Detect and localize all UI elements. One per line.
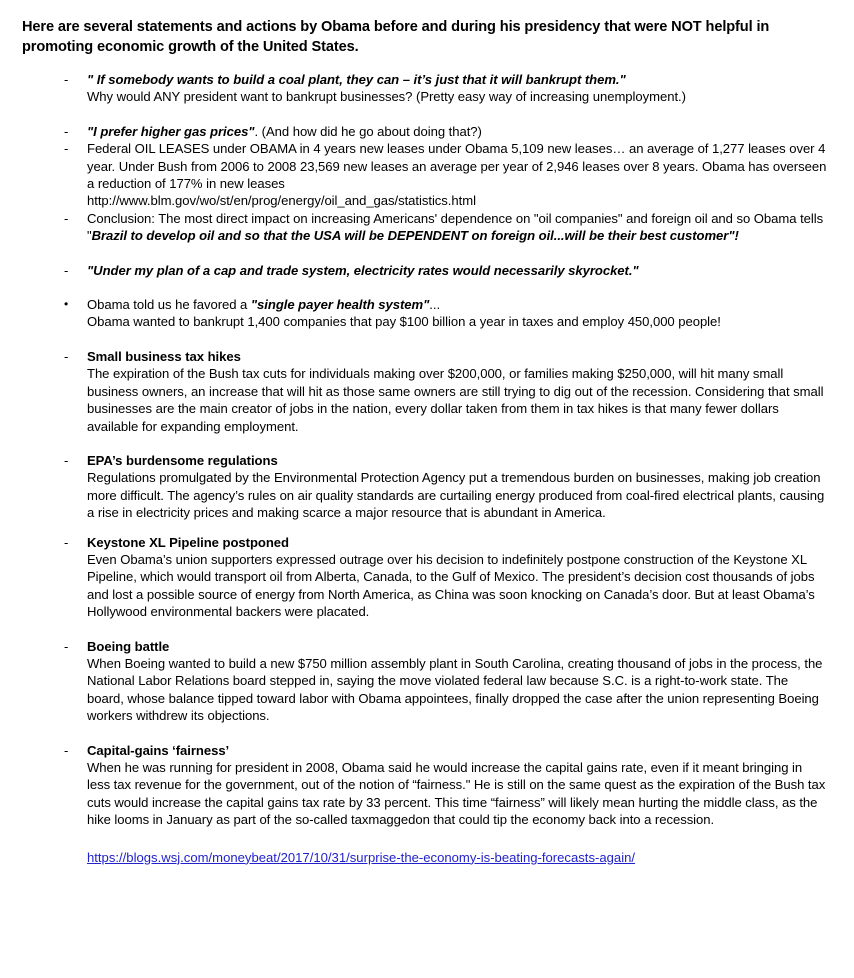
coal-plant-quote: " If somebody wants to build a coal plant, they can – it’s just that it will bankrupt them." xyxy=(87,72,626,87)
list-item-keystone xyxy=(22,534,844,621)
spacer xyxy=(22,106,844,123)
bullet-marker-dot: • xyxy=(64,297,69,312)
conclusion-paragraph xyxy=(87,210,827,245)
spacer xyxy=(22,725,844,742)
list-item-small-business xyxy=(22,348,844,435)
single-payer-line xyxy=(87,296,844,313)
page-title-period: . xyxy=(354,38,359,55)
bullet-marker: - xyxy=(64,72,69,87)
list-item-gas-prices xyxy=(22,123,844,140)
spacer xyxy=(22,522,844,534)
list-item-oil-leases xyxy=(22,140,844,210)
spacer xyxy=(22,279,844,296)
list-item-capital-gains xyxy=(22,742,844,829)
bullet-marker: - xyxy=(64,141,69,157)
gas-prices-quote: "I prefer higher gas prices" xyxy=(87,123,255,139)
conclusion-quote: Brazil to develop oil and so that the USA will be DEPENDENT on foreign oil...will be their best customer xyxy=(91,228,729,244)
source-link-wrapper xyxy=(22,849,844,867)
conclusion-tail: "! xyxy=(728,228,739,244)
cap-and-trade-quote: "Under my plan of a cap and trade system, electricity rates would necessarily skyrocket." xyxy=(87,262,639,278)
source-link[interactable]: https://blogs.wsj.com/moneybeat/2017/10/31/surprise-the-economy-is-beating-forecasts-again/ xyxy=(87,849,636,865)
page-title-text: Here are several statements and actions by Obama before and during his presidency that were NOT helpful in promoting economic growth of the United States xyxy=(22,19,770,55)
conclusion-lead: Conclusion: The most direct impact on increasing Americans' dependence on "oil companies" and foreign oil and so Obama tells " xyxy=(87,210,824,244)
list-item-single-payer xyxy=(22,296,844,331)
bullet-marker: - xyxy=(64,123,69,139)
bullet-marker: - xyxy=(64,262,69,278)
list-item-boeing xyxy=(22,638,844,725)
capital-gains-body: When he was running for president in 2008, Obama said he would increase the capital gains rate, even if it meant bringing in less tax revenue for the government, out of the notion of “fairness." He is still on the same quest as the expiration of the Bush tax cuts would increase the capital gains tax rate by 33 percent. This time “fairness” will likely mean hurting the middle class, as the hike looms in January as part of the so-called taxmaggedon that could tip the economy back into a recession. xyxy=(87,760,826,828)
boeing-body: When Boeing wanted to build a new $750 million assembly plant in South Carolina, creating thousand of jobs in the process, the National Labor Relations board stepped in, saying the move violated federal law because S.C. is a right-to-work state. The board, whose balance tipped toward labor with Obama appointees, finally dropped the case after the union representing Boeing workers withdrew its objections. xyxy=(87,655,823,724)
keystone-body: Even Obama’s union supporters expressed outrage over his decision to indefinitely postpone construction of the Keystone XL Pipeline, which would transport oil from Alberta, Canada, to the Gulf of Mexico. The president’s decision cost thousands of jobs and lost a possible source of energy from North America, as China was soon knocking on Canada’s door. But at least Obama’s Hollywood environmental backers were placated. xyxy=(87,551,815,620)
spacer xyxy=(22,621,844,638)
bullet-marker: - xyxy=(64,348,69,364)
oil-leases-text: Federal OIL LEASES under OBAMA in 4 years new leases under Obama 5,109 new leases… an average of 1,277 leases over 4 year. Under Bush from 2006 to 2008 23,569 new leases an average per year of 2,946 leases over 8 years. Obama has overseen a reduction of 177% in new leases xyxy=(87,141,827,192)
bullet-marker: - xyxy=(64,534,69,550)
page-title xyxy=(22,18,837,57)
epa-heading: EPA’s burdensome regulations xyxy=(87,452,278,468)
small-business-body: The expiration of the Bush tax cuts for individuals making over $200,000, or families making $250,000, will hit many small business owners, an increase that will hit as those same owners are still trying to dig out of the recession. Considering that small businesses are the main creator of jobs in the nation, every dollar taken from them in tax hikes is that many fewer dollars available for expanding employment. xyxy=(87,366,824,434)
list-item-coal-plant xyxy=(22,71,844,106)
list-item-conclusion xyxy=(22,210,844,245)
statements-list xyxy=(22,71,844,829)
bullet-marker: - xyxy=(64,452,69,468)
bullet-marker: - xyxy=(64,638,69,654)
single-payer-followup: Obama wanted to bankrupt 1,400 companies that pay $100 billion a year in taxes and employ 450,000 people! xyxy=(87,314,721,330)
spacer xyxy=(22,245,844,262)
small-business-heading: Small business tax hikes xyxy=(87,348,241,364)
spacer xyxy=(22,435,844,452)
list-item-cap-and-trade xyxy=(22,262,844,279)
single-payer-quote: "single payer health system" xyxy=(250,297,430,313)
gas-prices-followup: . (And how did he go about doing that?) xyxy=(254,123,482,139)
bullet-marker: - xyxy=(64,210,69,226)
spacer xyxy=(22,331,844,348)
oil-leases-url: http://www.blm.gov/wo/st/en/prog/energy/oil_and_gas/statistics.html xyxy=(87,193,476,209)
boeing-heading: Boeing battle xyxy=(87,638,170,654)
list-item-epa xyxy=(22,452,844,522)
single-payer-tail: ... xyxy=(429,297,441,313)
coal-plant-followup: Why would ANY president want to bankrupt businesses? (Pretty easy way of increasing unemployment.) xyxy=(87,89,686,105)
keystone-heading: Keystone XL Pipeline postponed xyxy=(87,534,289,550)
epa-body: Regulations promulgated by the Environmental Protection Agency put a tremendous burden on businesses, making job creation more difficult. The agency’s rules on air quality standards are curtailing energy produced from coal-fired electrical plants, causing a rise in electricity prices and making scarce a major resource that is abundant in America. xyxy=(87,470,825,521)
single-payer-lead: Obama told us he favored a xyxy=(87,297,251,313)
bullet-marker: - xyxy=(64,742,69,758)
capital-gains-heading: Capital-gains ‘fairness’ xyxy=(87,742,230,758)
